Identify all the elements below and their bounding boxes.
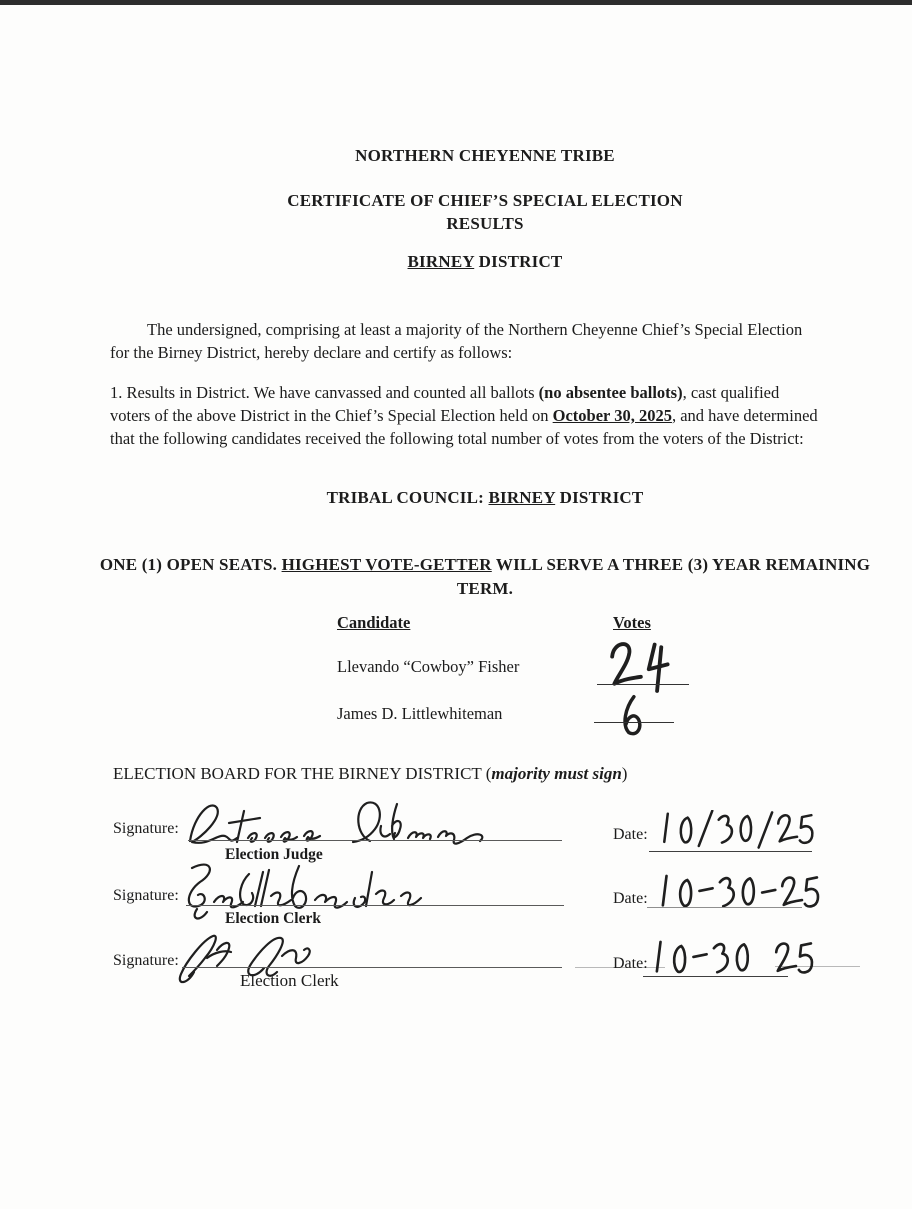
highest-vote-getter-underlined: HIGHEST VOTE-GETTER	[281, 555, 492, 574]
date-line-2	[647, 907, 802, 908]
role-label-election-clerk-1: Election Clerk	[225, 910, 321, 927]
handwritten-date-3	[644, 938, 820, 987]
date-label-3: Date:	[613, 955, 648, 972]
no-absentee-ballots-bold: (no absentee ballots)	[538, 383, 683, 402]
date-label-2: Date:	[613, 890, 648, 907]
scan-edge-artifact	[0, 0, 912, 5]
council-heading-suffix: DISTRICT	[555, 488, 644, 507]
signature-line-3	[182, 967, 562, 968]
seats-heading-suffix: WILL SERVE A THREE (3) YEAR REMAINING TERM.	[456, 555, 871, 598]
council-heading-prefix: TRIBAL COUNCIL:	[326, 488, 489, 507]
signature-label-1: Signature:	[113, 820, 179, 837]
district-heading	[85, 252, 885, 272]
votes-underline-fisher	[597, 684, 689, 685]
seats-heading	[85, 553, 885, 601]
results-paragraph	[110, 381, 822, 450]
council-district-underlined: BIRNEY	[488, 488, 556, 507]
candidate-name-fisher: Llevando “Cowboy” Fisher	[337, 657, 520, 676]
document-title: NORTHERN CHEYENNE TRIBE	[355, 146, 615, 165]
signature-label-2: Signature:	[113, 887, 179, 904]
handwritten-date-1	[652, 810, 820, 857]
majority-must-sign-italic: majority must sign	[491, 764, 622, 783]
candidate-name-littlewhiteman: James D. Littlewhiteman	[337, 704, 503, 723]
signature-scrawl-election-judge	[183, 797, 555, 849]
board-heading-suffix: )	[621, 764, 628, 783]
results-paragraph-prefix: 1. Results in District. We have canvassed and counted all ballots	[110, 383, 539, 402]
district-name-underlined: BIRNEY	[407, 252, 475, 271]
results-paragraph-suffix: , and have determined that the following candidates received the following total number of votes from the voters of the District:	[110, 406, 818, 448]
column-header-candidate: Candidate	[337, 613, 411, 632]
date-line-1	[649, 851, 812, 852]
signature-line-2	[186, 905, 564, 906]
handwritten-date-2	[650, 872, 826, 921]
role-label-election-clerk-2: Election Clerk	[240, 971, 339, 990]
council-heading	[85, 488, 885, 508]
seats-heading-prefix: ONE (1) OPEN SEATS.	[99, 555, 282, 574]
board-heading	[113, 762, 627, 785]
board-heading-prefix: ELECTION BOARD FOR THE BIRNEY DISTRICT (	[113, 764, 492, 783]
intro-paragraph: The undersigned, comprising at least a majority of the Northern Cheyenne Chief’s Special Election for the Birney District, hereby declare and certify as follows:	[110, 320, 803, 362]
votes-underline-littlewhiteman	[594, 722, 674, 723]
date-label-1: Date:	[613, 826, 648, 843]
role-label-election-judge: Election Judge	[225, 846, 323, 863]
signature-label-3: Signature:	[113, 952, 179, 969]
date-line-3	[643, 976, 788, 977]
results-paragraph-middle: , cast qualified voters of the above District in the Chief’s Special Election held on	[110, 383, 780, 425]
column-header-votes: Votes	[613, 613, 651, 632]
signature-line-1	[188, 840, 562, 841]
certificate-subtitle-line1: CERTIFICATE OF CHIEF’S SPECIAL ELECTION	[287, 191, 683, 210]
certificate-subtitle-line2: RESULTS	[446, 214, 524, 233]
election-date-bold-underlined: October 30, 2025	[552, 406, 672, 425]
district-heading-rest: DISTRICT	[474, 252, 563, 271]
